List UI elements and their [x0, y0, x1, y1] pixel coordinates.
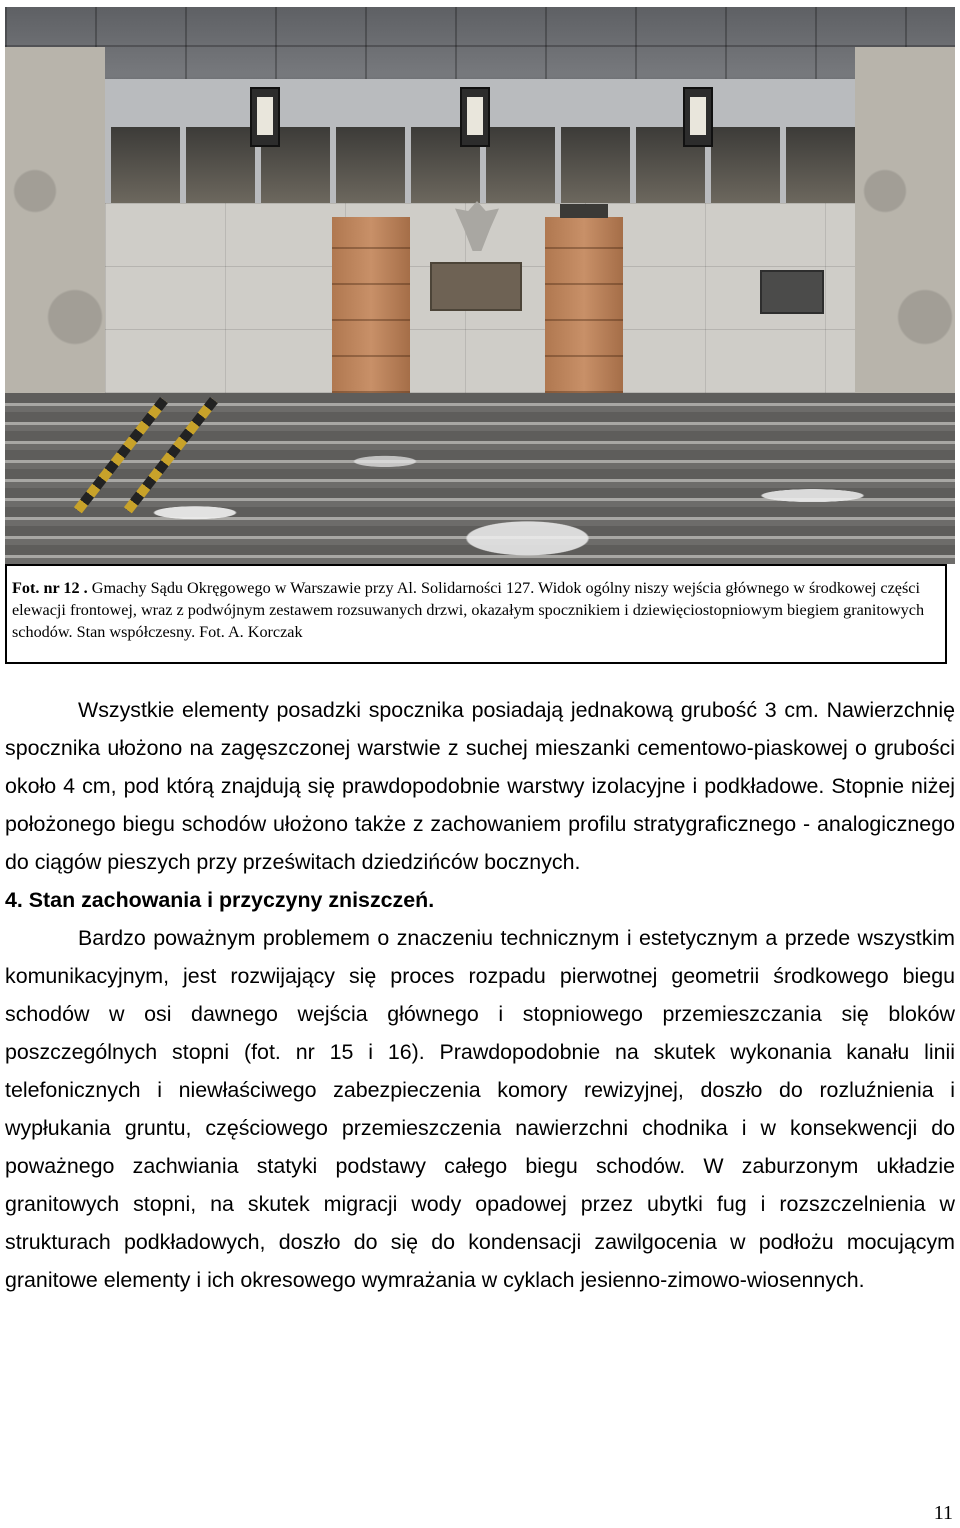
lantern-right — [683, 87, 713, 147]
page-number: 11 — [933, 1502, 953, 1524]
caption-label: Fot. nr 12 . — [12, 579, 88, 597]
door-right — [545, 217, 623, 393]
photo-caption — [5, 564, 947, 664]
body-text — [5, 691, 955, 1299]
paragraph-1: Wszystkie elementy posadzki spocznika posiadają jednakową grubość 3 cm. Nawierzchnię spocznika ułożono na zagęszczonej warstwie z suchej mieszanki cementowo-piaskowej o grubości około 4 cm, pod którą znajdują się prawdopodobnie warstwy izolacyjne i podkładowe. Stopnie niżej położonego biegu schodów ułożono także z zachowaniem profilu stratygraficznego - analogicznego do ciągów pieszych przy prześwitach dziedzińców bocznych. — [5, 698, 955, 874]
lantern-center — [460, 87, 490, 147]
entrance-sign — [560, 204, 608, 218]
caption-text: Gmachy Sądu Okręgowego w Warszawie przy Al. Solidarności 127. Widok ogólny niszy wejścia głównego w środkowej części elewacji frontowej, wraz z podwójnym zestawem rozsuwanych drzwi, okazałym spocznikiem i dziewięciostopniowym biegiem granitowych schodów. Stan współczesny. Fot. A. Korczak — [12, 579, 925, 641]
door-left — [332, 217, 410, 393]
side-plaque — [760, 270, 824, 314]
section-heading: 4. Stan zachowania i przyczyny zniszczeń. — [5, 888, 435, 912]
court-plaque — [430, 262, 522, 311]
paragraph-2: Bardzo poważnym problemem o znaczeniu technicznym i estetycznym a przede wszystkim komunikacyjnym, jest rozwijający się proces rozpadu pierwotnej geometrii środkowego biegu schodów w osi dawnego wejścia głównego i stopniowego przemieszczania się bloków poszczególnych stopni (fot. nr 15 i 16). Prawdopodobnie na skutek wykonania kanału linii telefonicznych i niewłaściwego zabezpieczenia komory rewizyjnej, doszło do rozluźnienia i wypłukania gruntu, częściowego przemieszczenia nawierzchni chodnika i w konsekwencji do poważnego zachwiania statyki podstawy całego biegu schodów. W zaburzonym układzie granitowych stopni, na skutek migracji wody opadowej przez ubytki fug i rozszczelnienia w strukturach podkładowych, doszło do się do kondensacji zawilgocenia w podłożu mocującym granitowe elementy i ich okresowego wymrażania w cyklach jesienno-zimowo-wiosennych. — [5, 926, 955, 1292]
lantern-left — [250, 87, 280, 147]
building-entrance-photo — [5, 7, 955, 564]
